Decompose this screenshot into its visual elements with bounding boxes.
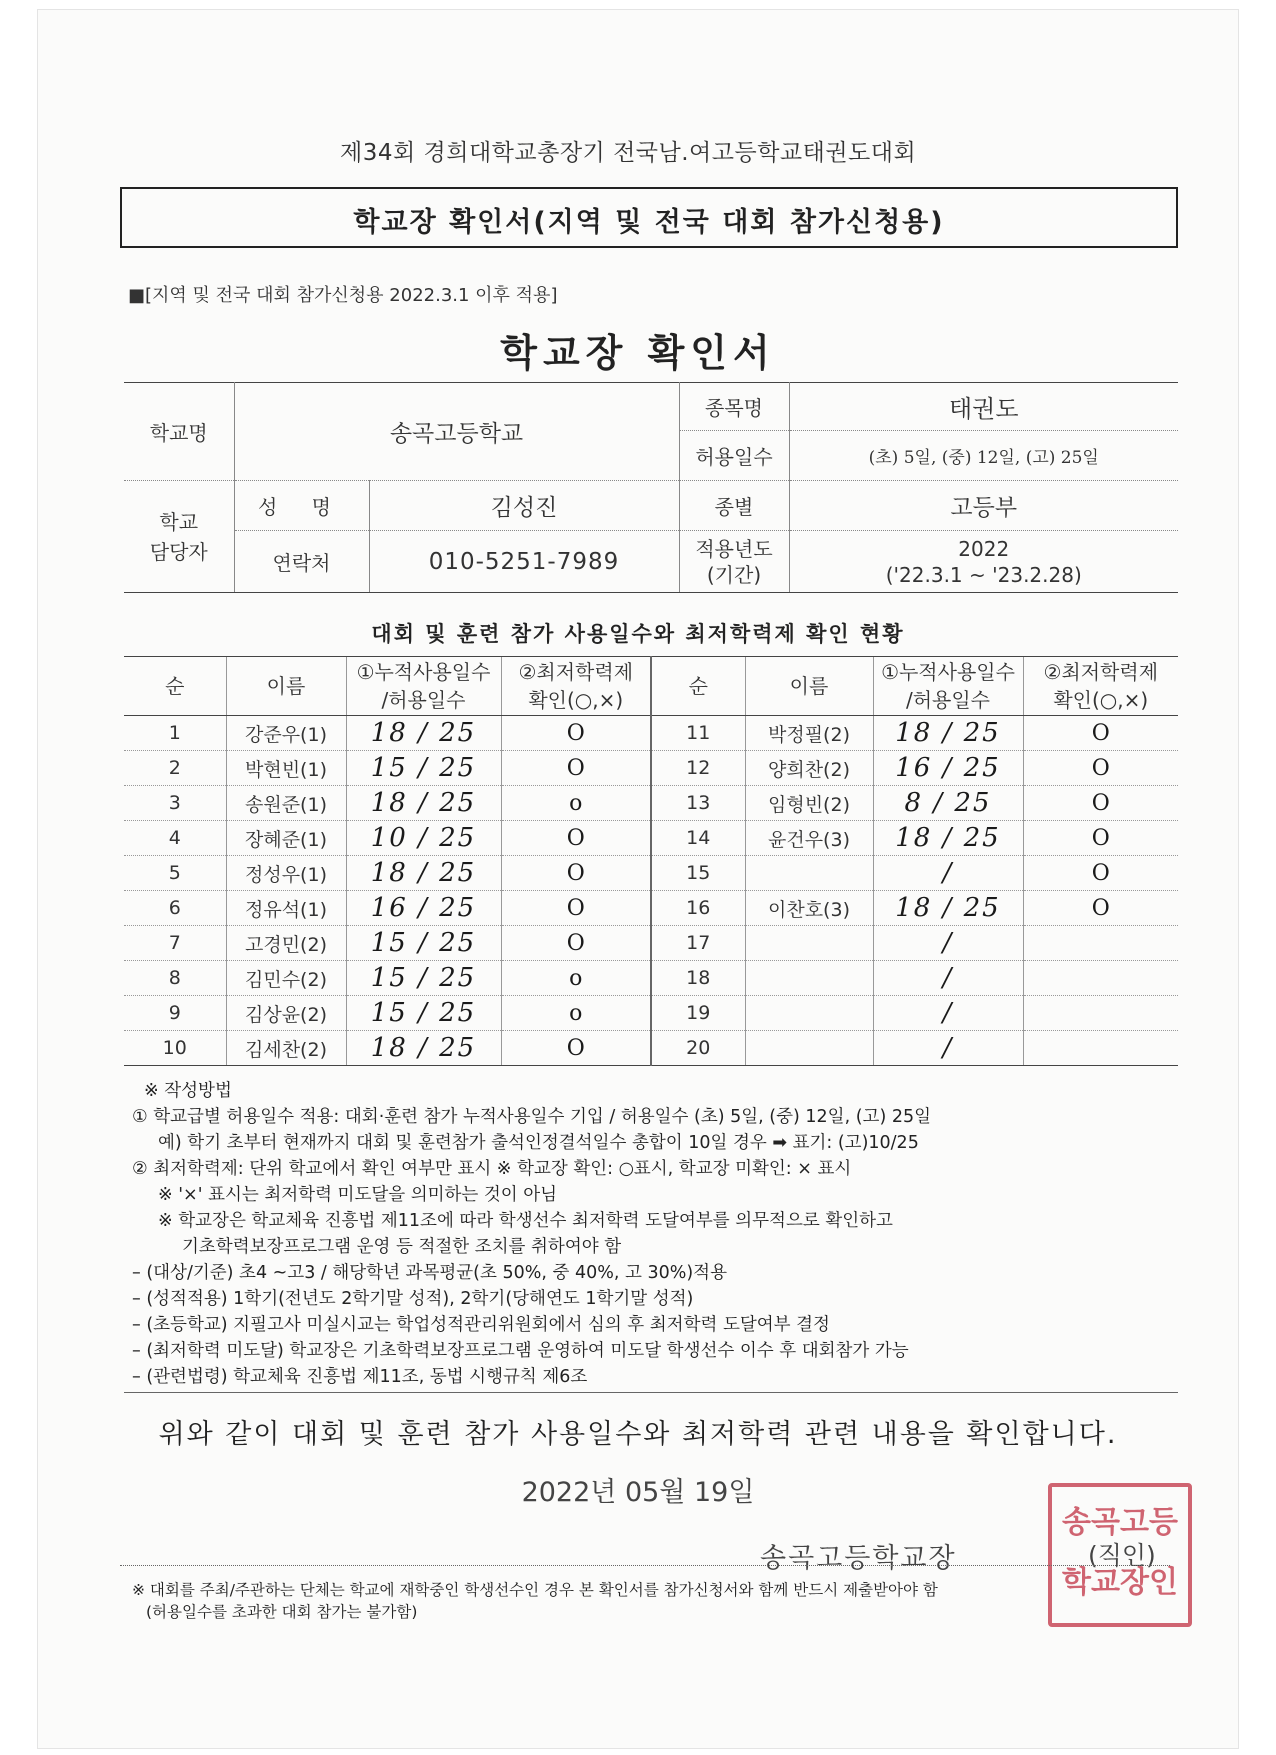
header-days-right-2: /허용일수 xyxy=(905,688,991,712)
note-line: – (최저학력 미도달) 학교장은 기초학력보장프로그램 운영하여 미도달 학생선수 이수 후 대회참가 가능 xyxy=(132,1341,909,1361)
student-name: 김세찬(2) xyxy=(245,1038,327,1061)
row-number: 7 xyxy=(168,932,181,954)
student-name-cell xyxy=(226,856,346,891)
row-number-cell xyxy=(651,821,745,856)
days-used-cell xyxy=(346,961,501,996)
footer-line: (허용일수를 초과한 대회 참가는 불가함) xyxy=(146,1603,418,1621)
year-label-2: (기간) xyxy=(706,562,762,587)
student-name: 박현빈(1) xyxy=(245,758,327,781)
row-number-cell xyxy=(124,716,226,751)
student-name-cell xyxy=(226,926,346,961)
achievement-check: O xyxy=(566,930,585,956)
days-used-cell xyxy=(873,1031,1023,1066)
achievement-check-cell xyxy=(1023,961,1178,996)
footer-note xyxy=(132,1579,938,1623)
achievement-check-cell xyxy=(501,786,651,821)
table-row xyxy=(124,1031,1178,1066)
days-used: 8 / 25 xyxy=(904,788,992,818)
manager-label xyxy=(124,481,234,593)
student-name: 박정필(2) xyxy=(768,723,850,746)
note-line: 기초학력보장프로그램 운영 등 적절한 조치를 취하여야 함 xyxy=(182,1237,622,1257)
row-number-cell xyxy=(124,926,226,961)
table-row xyxy=(124,996,1178,1031)
row-number: 8 xyxy=(168,967,181,989)
row-number: 15 xyxy=(686,862,711,884)
achievement-check-cell xyxy=(501,926,651,961)
days-used: 18 / 25 xyxy=(370,858,477,888)
achievement-check: O xyxy=(1091,860,1110,886)
row-number: 10 xyxy=(162,1037,187,1059)
achievement-check-cell xyxy=(1023,821,1178,856)
header-days-1: ①누적사용일수 xyxy=(356,660,491,684)
seal-line-1: 송곡고등 xyxy=(1062,1505,1178,1540)
achievement-check-cell xyxy=(501,856,651,891)
student-name-cell xyxy=(745,891,873,926)
table-row xyxy=(124,856,1178,891)
note-line: – (성적적용) 1학기(전년도 2학기말 성적), 2학기(당해연도 1학기말 성적) xyxy=(132,1289,694,1309)
row-number-cell xyxy=(124,821,226,856)
student-name: 김상윤(2) xyxy=(245,1003,327,1026)
days-used: 18 / 25 xyxy=(370,718,477,748)
days-used: 15 / 25 xyxy=(370,753,477,783)
row-number: 17 xyxy=(686,932,711,954)
school-info-table xyxy=(124,382,1178,593)
days-used: 10 / 25 xyxy=(370,823,477,853)
days-used: 18 / 25 xyxy=(370,788,477,818)
student-name-cell xyxy=(745,821,873,856)
achievement-check-cell xyxy=(1023,996,1178,1031)
student-name-cell xyxy=(745,786,873,821)
days-used-cell xyxy=(346,786,501,821)
header-ach-right xyxy=(1023,657,1178,716)
row-number: 14 xyxy=(686,827,711,849)
header-ach xyxy=(501,657,651,716)
achievement-check-cell xyxy=(501,1031,651,1066)
student-name-cell xyxy=(745,961,873,996)
achievement-check: O xyxy=(566,755,585,781)
row-number-cell xyxy=(124,751,226,786)
row-number-cell xyxy=(124,1031,226,1066)
note-line: ② 최저학력제: 단위 학교에서 확인 여부만 표시 ※ 학교장 확인: ○표시, 학교장 미확인: × 표시 xyxy=(132,1159,852,1179)
allowed-days-label: 허용일수 xyxy=(679,431,789,481)
days-used: 18 / 25 xyxy=(895,893,1001,923)
student-name: 김민수(2) xyxy=(245,968,327,991)
achievement-check: O xyxy=(566,720,585,746)
achievement-check: O xyxy=(1091,720,1110,746)
days-used-cell xyxy=(873,716,1023,751)
principal-name: 송곡고등학교장 xyxy=(760,1543,957,1574)
document-date: 2022년 05월 19일 xyxy=(521,1477,755,1508)
header-days-2: /허용일수 xyxy=(381,688,466,712)
days-used: / xyxy=(942,858,954,888)
achievement-check: o xyxy=(569,1000,583,1026)
contact-value: 010-5251-7989 xyxy=(369,531,679,593)
row-number: 20 xyxy=(686,1037,711,1059)
days-used-cell xyxy=(346,751,501,786)
student-name-cell xyxy=(226,1031,346,1066)
row-number: 1 xyxy=(168,722,181,744)
student-name: 이찬호(3) xyxy=(768,898,850,921)
note-line: ※ 작성방법 xyxy=(144,1081,232,1101)
header-days-right-1: ①누적사용일수 xyxy=(881,660,1015,684)
table-row xyxy=(124,926,1178,961)
student-name-cell xyxy=(745,751,873,786)
row-number-cell xyxy=(651,926,745,961)
note-line: ※ '×' 표시는 최저학력 미도달을 의미하는 것이 아님 xyxy=(158,1185,558,1205)
row-number: 11 xyxy=(686,722,711,744)
row-number: 18 xyxy=(686,967,711,989)
roster-table xyxy=(124,656,1178,1066)
note-line: ① 학교급별 허용일수 적용: 대회·훈련 참가 누적사용일수 기입 / 허용일수 (초) 5일, (중) 12일, (고) 25일 xyxy=(132,1107,932,1127)
school-name: 송곡고등학교 xyxy=(234,383,679,481)
note-line: 예) 학기 초부터 현재까지 대회 및 훈련참가 출석인정결석일수 총합이 10일 경우 ➡ 표기: (고)10/25 xyxy=(158,1133,919,1153)
days-used-cell xyxy=(873,996,1023,1031)
student-name-cell xyxy=(226,821,346,856)
days-used-cell xyxy=(873,856,1023,891)
header-no-right: 순 xyxy=(651,657,745,716)
days-used: 18 / 25 xyxy=(370,1033,477,1063)
row-number: 9 xyxy=(168,1002,181,1024)
seal-label: (직인) xyxy=(1088,1541,1156,1570)
student-name-cell xyxy=(226,716,346,751)
contact-label: 연락처 xyxy=(234,531,369,593)
days-used: 16 / 25 xyxy=(370,893,477,923)
note-line: – (초등학교) 지필고사 미실시교는 학업성적관리위원회에서 심의 후 최저학력 도달여부 결정 xyxy=(132,1315,830,1335)
student-name: 송원준(1) xyxy=(245,793,327,816)
header-no: 순 xyxy=(124,657,226,716)
name-label: 성 명 xyxy=(234,481,369,531)
row-number: 12 xyxy=(686,757,711,779)
header-days xyxy=(346,657,501,716)
days-used-cell xyxy=(346,1031,501,1066)
year-value xyxy=(789,531,1178,593)
student-name-cell xyxy=(226,786,346,821)
section-title: 대회 및 훈련 참가 사용일수와 최저학력제 확인 현황 xyxy=(371,622,905,646)
achievement-check-cell xyxy=(1023,786,1178,821)
row-number-cell xyxy=(651,961,745,996)
note-line: – (관련법령) 학교체육 진흥법 제11조, 동법 시행규칙 제6조 xyxy=(132,1367,588,1387)
row-number-cell xyxy=(651,716,745,751)
year-label xyxy=(679,531,789,593)
row-number: 13 xyxy=(686,792,711,814)
footer-line: ※ 대회를 주최/주관하는 단체는 학교에 재학중인 학생선수인 경우 본 확인서를 참가신청서와 함께 반드시 제출받아야 함 xyxy=(132,1581,938,1599)
achievement-check-cell xyxy=(1023,751,1178,786)
row-number-cell xyxy=(124,786,226,821)
row-number-cell xyxy=(124,961,226,996)
days-used-cell xyxy=(873,786,1023,821)
student-name-cell xyxy=(226,961,346,996)
days-used-cell xyxy=(873,821,1023,856)
division-label: 종별 xyxy=(679,481,789,531)
days-used: 18 / 25 xyxy=(895,823,1001,853)
achievement-check: O xyxy=(566,825,585,851)
achievement-check-cell xyxy=(501,961,651,996)
table-row xyxy=(124,821,1178,856)
seal-line-2: 학교장인 xyxy=(1062,1565,1178,1600)
table-row xyxy=(124,786,1178,821)
achievement-check: O xyxy=(566,1035,585,1061)
student-name: 고경민(2) xyxy=(245,933,327,956)
achievement-check: o xyxy=(569,965,583,991)
days-used-cell xyxy=(873,926,1023,961)
event-title: 제34회 경희대학교총장기 전국남.여고등학교태권도대회 xyxy=(340,140,917,166)
achievement-check-cell xyxy=(1023,856,1178,891)
days-used-cell xyxy=(873,751,1023,786)
row-number-cell xyxy=(124,891,226,926)
confirmation-text: 위와 같이 대회 및 훈련 참가 사용일수와 최저학력 관련 내용을 확인합니다. xyxy=(158,1419,1118,1450)
student-name-cell xyxy=(745,1031,873,1066)
note-line: – (대상/기준) 초4 ~고3 / 해당학년 과목평균(초 50%, 중 40%, 고 30%)적용 xyxy=(132,1263,727,1283)
student-name-cell xyxy=(226,996,346,1031)
row-number: 16 xyxy=(686,897,711,919)
form-title-box xyxy=(120,187,1178,248)
school-label: 학교명 xyxy=(124,383,234,481)
year-value-1: 2022 xyxy=(958,536,1010,561)
row-number: 5 xyxy=(168,862,181,884)
sport-value: 태권도 xyxy=(789,383,1178,431)
table-row xyxy=(124,891,1178,926)
student-name-cell xyxy=(745,926,873,961)
applied-note: ■[지역 및 전국 대회 참가신청용 2022.3.1 이후 적용] xyxy=(128,285,558,306)
days-used-cell xyxy=(346,821,501,856)
student-name: 정성우(1) xyxy=(245,863,327,886)
achievement-check: O xyxy=(566,860,585,886)
days-used: / xyxy=(942,928,954,958)
days-used: 15 / 25 xyxy=(370,963,477,993)
row-number: 6 xyxy=(168,897,181,919)
student-name-cell xyxy=(226,891,346,926)
note-line: ※ 학교장은 학교체육 진흥법 제11조에 따라 학생선수 최저학력 도달여부를 의무적으로 확인하고 xyxy=(158,1211,893,1231)
achievement-check-cell xyxy=(501,891,651,926)
row-number: 3 xyxy=(168,792,181,814)
form-title: 학교장 확인서(지역 및 전국 대회 참가신청용) xyxy=(353,207,945,238)
row-number-cell xyxy=(124,856,226,891)
days-used-cell xyxy=(346,716,501,751)
header-name: 이름 xyxy=(226,657,346,716)
achievement-check: o xyxy=(569,790,583,816)
days-used: 15 / 25 xyxy=(370,928,477,958)
achievement-check-cell xyxy=(501,821,651,856)
row-number-cell xyxy=(651,751,745,786)
main-title: 학교장 확인서 xyxy=(500,331,776,375)
achievement-check: O xyxy=(1091,790,1110,816)
table-row xyxy=(124,961,1178,996)
row-number-cell xyxy=(651,996,745,1031)
days-used-cell xyxy=(346,996,501,1031)
student-name-cell xyxy=(745,716,873,751)
student-name-cell xyxy=(745,996,873,1031)
achievement-check-cell xyxy=(1023,891,1178,926)
days-used: / xyxy=(942,1033,954,1063)
days-used-cell xyxy=(346,856,501,891)
header-ach-right-2: 확인(○,×) xyxy=(1053,688,1149,712)
sport-label: 종목명 xyxy=(679,383,789,431)
divider xyxy=(120,1565,1170,1566)
allowed-days-value: (초) 5일, (중) 12일, (고) 25일 xyxy=(789,431,1178,481)
division-value: 고등부 xyxy=(789,481,1178,531)
days-used: / xyxy=(942,963,954,993)
days-used: 16 / 25 xyxy=(895,753,1001,783)
achievement-check-cell xyxy=(1023,1031,1178,1066)
student-name-cell xyxy=(226,751,346,786)
row-number-cell xyxy=(651,891,745,926)
row-number-cell xyxy=(651,786,745,821)
achievement-check: O xyxy=(1091,895,1110,921)
achievement-check-cell xyxy=(501,751,651,786)
achievement-check: O xyxy=(566,895,585,921)
achievement-check-cell xyxy=(501,996,651,1031)
name-value: 김성진 xyxy=(369,481,679,531)
student-name: 장혜준(1) xyxy=(245,828,327,851)
header-name-right: 이름 xyxy=(745,657,873,716)
manager-label-2: 담당자 xyxy=(149,539,208,564)
header-ach-2: 확인(○,×) xyxy=(528,688,624,712)
achievement-check-cell xyxy=(501,716,651,751)
instructions xyxy=(132,1078,1172,1390)
row-number-cell xyxy=(651,856,745,891)
days-used-cell xyxy=(873,961,1023,996)
table-row xyxy=(124,751,1178,786)
days-used-cell xyxy=(346,891,501,926)
achievement-check: O xyxy=(1091,825,1110,851)
row-number-cell xyxy=(124,996,226,1031)
row-number: 4 xyxy=(168,827,181,849)
year-value-2: ('22.3.1 ~ '23.2.28) xyxy=(885,562,1082,587)
days-used: / xyxy=(942,998,954,1028)
header-days-right xyxy=(873,657,1023,716)
days-used-cell xyxy=(346,926,501,961)
achievement-check: O xyxy=(1091,755,1110,781)
student-name: 강준우(1) xyxy=(245,723,327,746)
divider xyxy=(124,1392,1178,1393)
row-number: 19 xyxy=(686,1002,711,1024)
year-label-1: 적용년도 xyxy=(695,536,773,561)
days-used: 18 / 25 xyxy=(895,718,1001,748)
header-ach-right-1: ②최저학력제 xyxy=(1043,660,1159,684)
achievement-check-cell xyxy=(1023,716,1178,751)
table-row xyxy=(124,716,1178,751)
achievement-check-cell xyxy=(1023,926,1178,961)
manager-label-1: 학교 xyxy=(159,509,199,534)
student-name: 윤건우(3) xyxy=(768,828,850,851)
days-used: 15 / 25 xyxy=(370,998,477,1028)
row-number: 2 xyxy=(168,757,181,779)
student-name: 임형빈(2) xyxy=(768,793,850,816)
student-name: 양희찬(2) xyxy=(768,758,850,781)
row-number-cell xyxy=(651,1031,745,1066)
days-used-cell xyxy=(873,891,1023,926)
header-ach-1: ②최저학력제 xyxy=(518,660,634,684)
student-name-cell xyxy=(745,856,873,891)
student-name: 정유석(1) xyxy=(245,898,327,921)
